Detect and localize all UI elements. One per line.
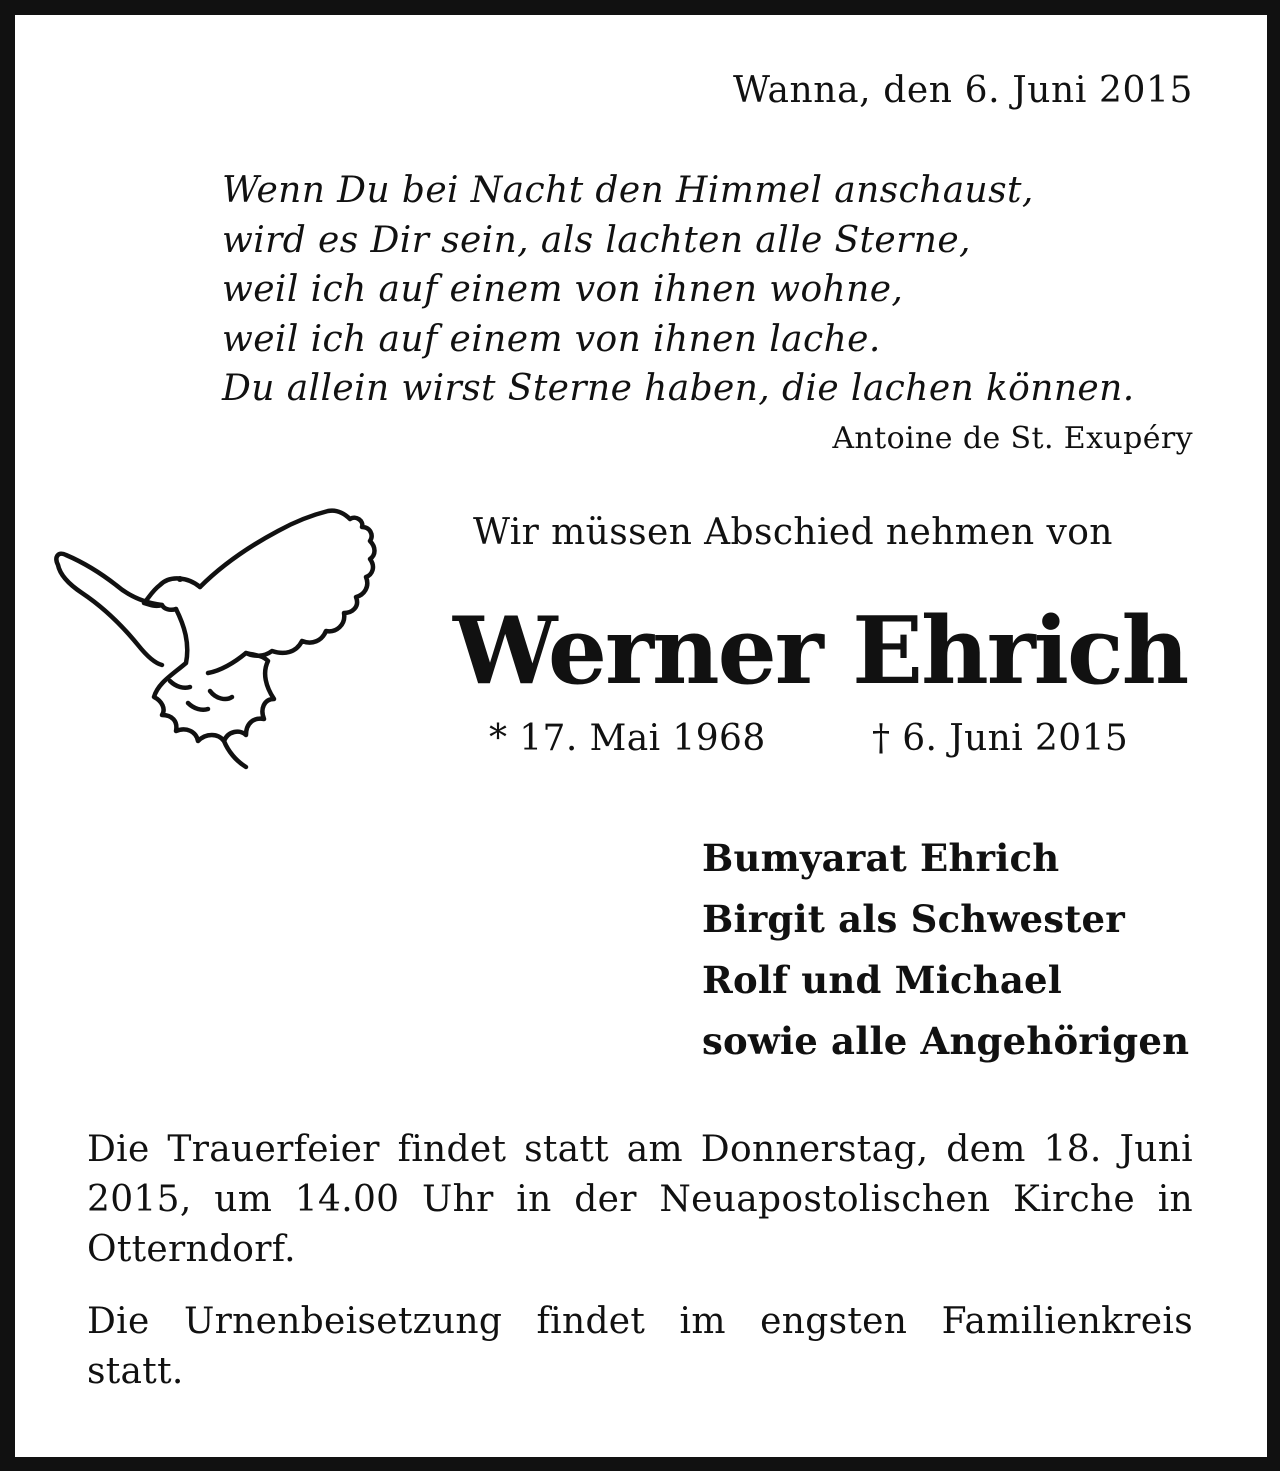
poem [222,166,1135,414]
place-date: Wanna, den 6. Juni 2015 [732,70,1193,111]
poem-line: weil ich auf einem von ihnen wohne, [222,269,904,310]
poem-author: Antoine de St. Exupéry [832,421,1193,456]
deceased-name: Werner Ehrich [453,596,1188,705]
mourner: Bumyarat Ehrich [702,836,1060,880]
poem-line: weil ich auf einem von ihnen lache. [222,318,881,360]
mourners-list [702,828,1189,1072]
poem-line: wird es Dir sein, als lachten alle Sterne, [222,219,971,261]
mourner: Birgit als Schwester [702,897,1125,941]
dove-icon [50,505,380,775]
poem-line: Du allein wirst Sterne haben, die lachen können. [222,368,1135,409]
death-date: † 6. Juni 2015 [872,718,1129,759]
ceremony-info: Die Trauerfeier findet statt am Donnerstag, dem 18. Juni 2015, um 14.00 Uhr in der Neuapostolischen Kirche in Otterndorf. [87,1129,1193,1270]
birth-date: * 17. Mai 1968 [489,718,766,759]
farewell-intro: Wir müssen Abschied nehmen von [473,512,1113,553]
mourner: Rolf und Michael [702,958,1063,1002]
poem-line: Wenn Du bei Nacht den Himmel anschaust, [222,170,1034,211]
mourner: sowie alle Angehörigen [702,1019,1190,1063]
burial-info: Die Urnenbeisetzung findet im engsten Familienkreis statt. [87,1301,1193,1392]
